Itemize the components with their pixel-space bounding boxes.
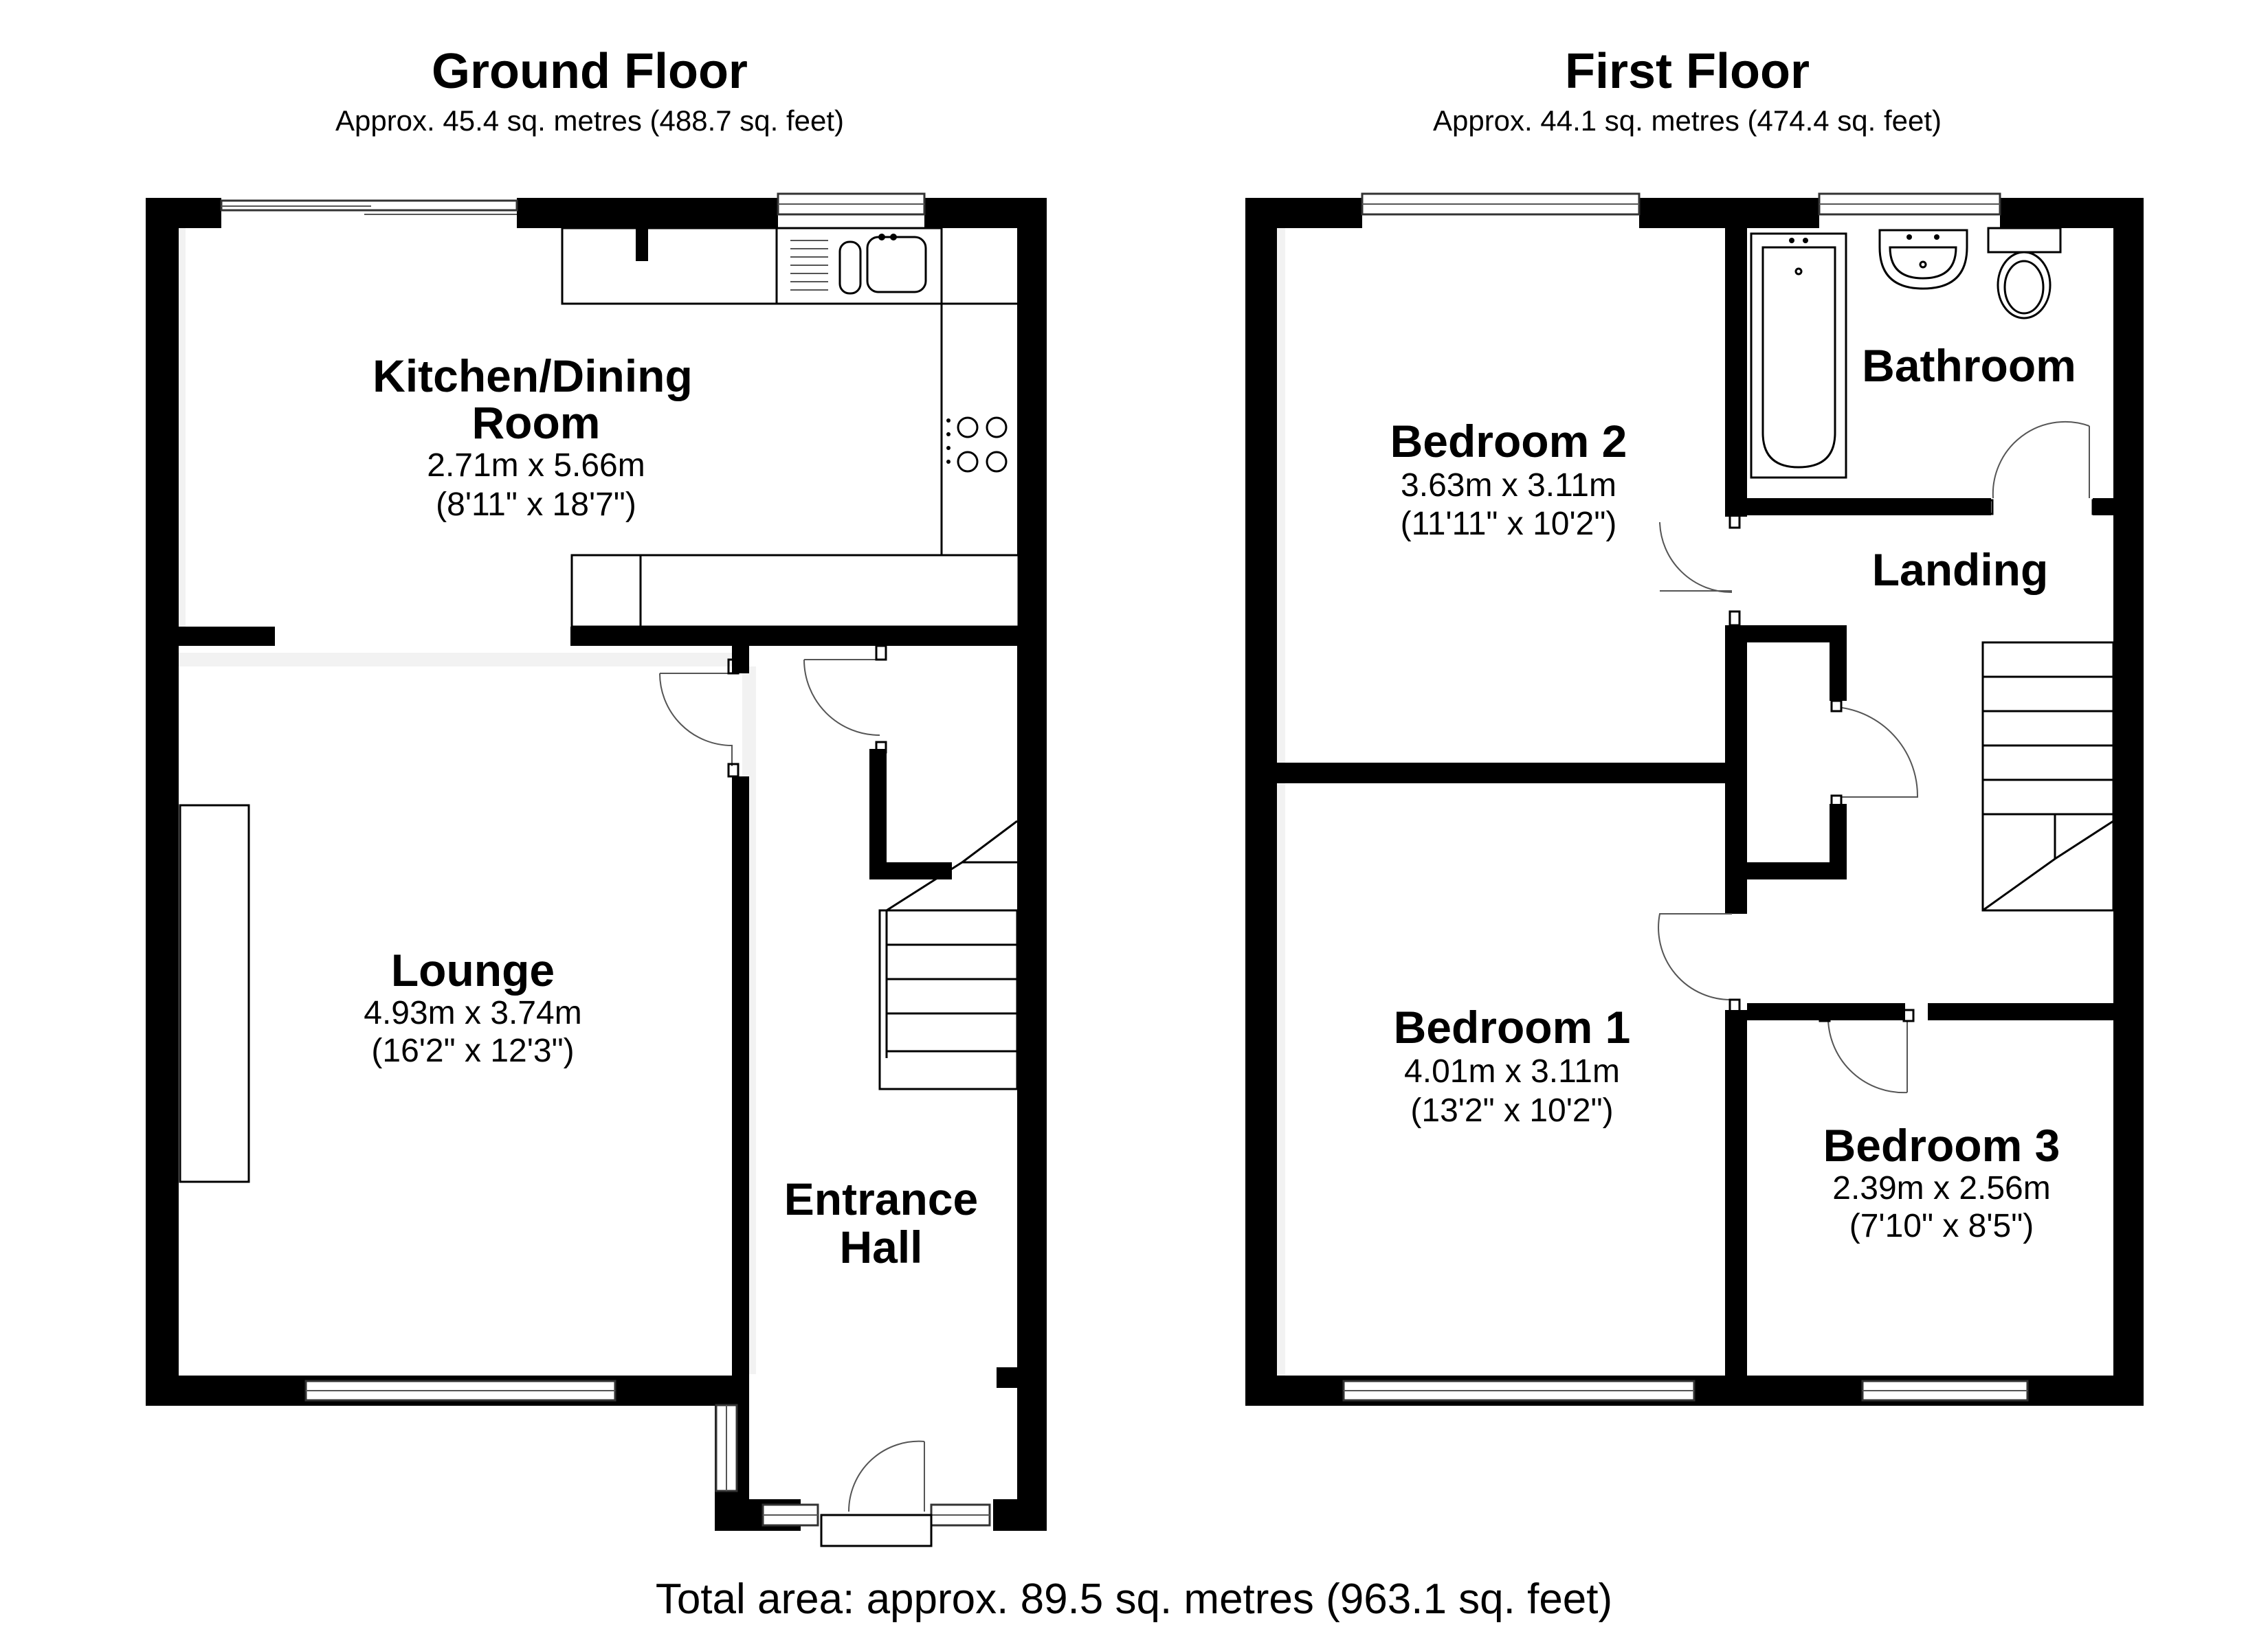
ground-floor-area: Approx. 45.4 sq. metres (488.7 sq. feet): [335, 104, 845, 137]
hob-icon: [946, 418, 1006, 471]
first-floor-area: Approx. 44.1 sq. metres (474.4 sq. feet): [1432, 104, 1942, 137]
kitchen-dim-imperial: (8'11" x 18'7"): [436, 486, 636, 523]
bedroom2-dim-imperial: (11'11" x 10'2"): [1400, 506, 1617, 542]
bath-icon: [1751, 234, 1846, 478]
bedroom1-dim-imperial: (13'2" x 10'2"): [1410, 1092, 1614, 1129]
kitchen-name-line1: Kitchen/Dining: [373, 350, 693, 401]
bedroom1-dim-metric: 4.01m x 3.11m: [1404, 1053, 1620, 1090]
lounge-dim-metric: 4.93m x 3.74m: [364, 995, 582, 1031]
bedroom3-dim-metric: 2.39m x 2.56m: [1832, 1170, 2051, 1207]
bedroom2-name: Bedroom 2: [1390, 416, 1627, 467]
bathroom-name: Bathroom: [1862, 340, 2076, 391]
basin-icon: [1880, 230, 1967, 289]
entrance-hall-name-line1: Entrance: [783, 1174, 979, 1224]
entrance-hall-name-line2: Hall: [839, 1222, 923, 1272]
bedroom3-name: Bedroom 3: [1823, 1120, 2060, 1171]
total-area: Total area: approx. 89.5 sq. metres (963.1 sq. feet): [655, 1575, 1613, 1623]
lounge-dim-imperial: (16'2" x 12'3"): [371, 1033, 575, 1069]
kitchen-name-line2: Room: [471, 397, 601, 448]
bedroom2-dim-metric: 3.63m x 3.11m: [1401, 467, 1616, 504]
kitchen-dim-metric: 2.71m x 5.66m: [427, 447, 645, 484]
ground-stairs: [880, 821, 1017, 1089]
bedroom3-dim-imperial: (7'10" x 8'5"): [1849, 1208, 2034, 1244]
toilet-icon: [1988, 228, 2060, 318]
ground-floor-title: Ground Floor: [432, 44, 748, 99]
kitchen-sink-icon: [790, 234, 926, 293]
first-floor-title: First Floor: [1565, 44, 1810, 99]
landing-name: Landing: [1871, 544, 2049, 595]
bedroom1-name: Bedroom 1: [1393, 1002, 1631, 1053]
lounge-name: Lounge: [390, 945, 555, 996]
first-floor-stairs: [1983, 642, 2113, 910]
